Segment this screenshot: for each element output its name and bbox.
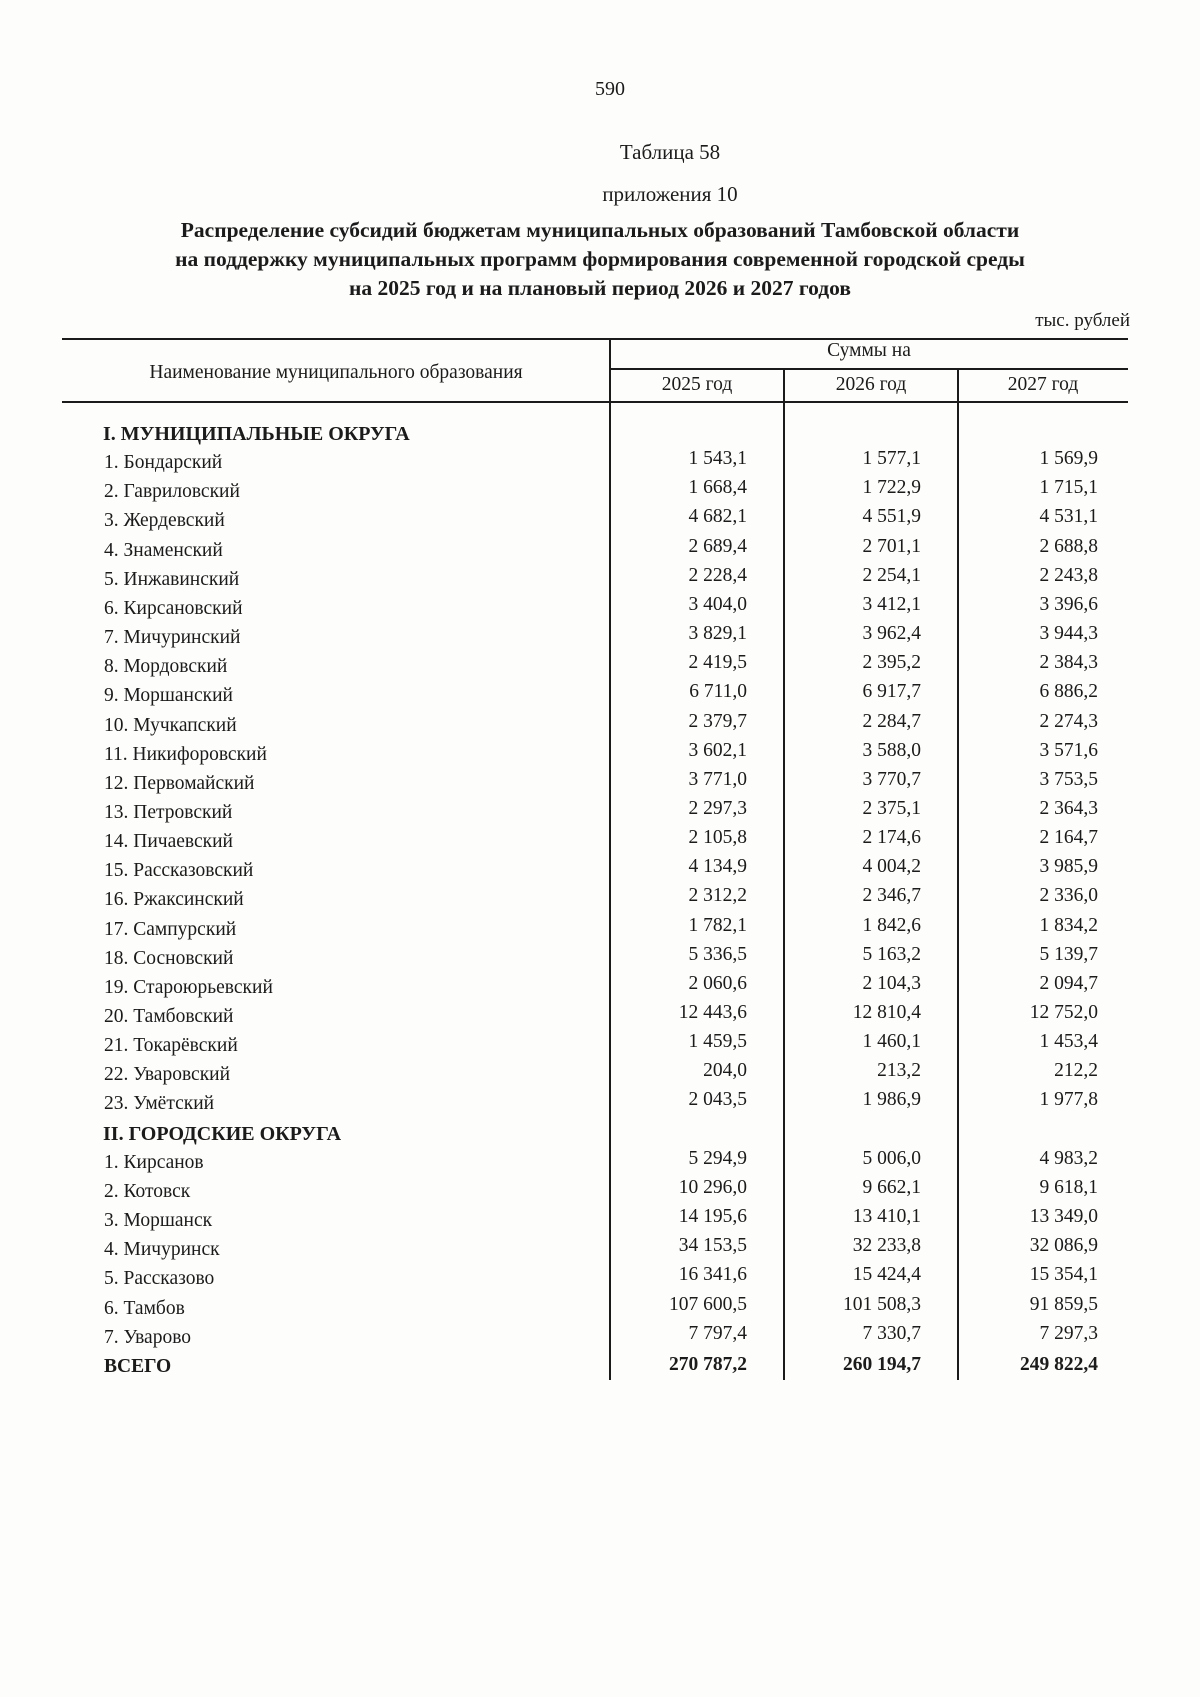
- amount-2025-cell: 1 668,4: [688, 477, 747, 499]
- municipality-name: 3. Жердевский: [104, 510, 225, 532]
- table-row: [0, 827, 1200, 860]
- appendix-reference: приложения 10: [602, 182, 738, 206]
- total-row: [0, 1353, 1200, 1385]
- amount-2026-cell: 2 701,1: [862, 535, 921, 557]
- table-row: [0, 972, 1200, 1006]
- amount-2027-cell: 1 715,1: [1039, 477, 1098, 499]
- amount-2027-cell: 3 944,3: [1039, 623, 1098, 645]
- amount-2026-cell: 4 551,9: [862, 506, 921, 528]
- amount-2026-cell: 2 346,7: [862, 885, 921, 907]
- municipality-name: 22. Уваровский: [104, 1064, 231, 1086]
- table-row: [0, 1322, 1200, 1356]
- amount-2025-cell: 2 043,5: [688, 1089, 747, 1111]
- section-title: I. МУНИЦИПАЛЬНЫЕ ОКРУГА: [103, 423, 410, 445]
- amount-2025-cell: 2 297,3: [688, 797, 747, 819]
- table-row: [0, 593, 1200, 627]
- table-row: [0, 448, 1200, 481]
- amount-2025-cell: 2 060,6: [688, 972, 747, 994]
- table-row: [0, 856, 1200, 889]
- amount-2027-cell: 249 822,4: [1020, 1353, 1098, 1375]
- municipality-name: 2. Гавриловский: [104, 481, 240, 503]
- amount-2025-cell: 4 682,1: [688, 506, 747, 528]
- amount-2025-cell: 7 797,4: [688, 1322, 747, 1344]
- table-row: [0, 1176, 1200, 1210]
- amount-2025-cell: 4 134,9: [688, 856, 747, 878]
- amount-2025-cell: 3 829,1: [688, 623, 747, 645]
- municipality-name: 20. Тамбовский: [104, 1006, 234, 1027]
- amount-2026-cell: 1 460,1: [862, 1031, 921, 1053]
- municipality-name: ВСЕГО: [104, 1355, 172, 1377]
- amount-2025-cell: 1 782,1: [688, 914, 747, 936]
- table-row: [0, 564, 1200, 598]
- amount-2025-cell: 1 543,1: [688, 448, 747, 470]
- amount-2025-cell: 12 443,6: [678, 1002, 747, 1023]
- table-row: [0, 739, 1200, 773]
- municipality-name: 1. Кирсанов: [104, 1151, 204, 1173]
- table-row: [0, 652, 1200, 685]
- municipality-name: 8. Мордовский: [104, 656, 228, 678]
- table-row: [0, 1002, 1200, 1035]
- amount-2026-cell: 4 004,2: [862, 856, 921, 878]
- amount-2027-cell: 2 384,3: [1039, 652, 1098, 674]
- title-line: Распределение субсидий бюджетам муниципальных образований Тамбовской области: [180, 218, 1020, 242]
- amount-2026-cell: 101 508,3: [843, 1293, 921, 1315]
- column-header-2027: 2027 год: [1007, 374, 1079, 395]
- municipality-name: 2. Котовск: [104, 1180, 191, 1202]
- amount-2025-cell: 6 711,0: [689, 681, 747, 703]
- amount-2025-cell: 16 341,6: [678, 1264, 747, 1286]
- table-row: [0, 1264, 1200, 1297]
- table-row: [0, 1235, 1200, 1268]
- section-title: II. ГОРОДСКИЕ ОКРУГА: [103, 1122, 342, 1145]
- municipality-name: 9. Моршанский: [104, 685, 233, 707]
- municipality-name: 18. Сосновский: [104, 947, 234, 969]
- amount-2027-cell: 9 618,1: [1039, 1176, 1098, 1198]
- amount-2027-cell: 15 354,1: [1029, 1264, 1098, 1286]
- amount-2027-cell: 32 086,9: [1029, 1235, 1098, 1257]
- amount-2027-cell: 2 164,7: [1039, 827, 1098, 849]
- municipality-name: 15. Рассказовский: [104, 860, 254, 882]
- municipality-name: 21. Токарёвский: [104, 1035, 238, 1057]
- table-row: [0, 1031, 1200, 1064]
- municipality-name: 7. Уварово: [104, 1326, 192, 1348]
- amount-2026-cell: 13 410,1: [852, 1206, 921, 1228]
- amount-2027-cell: 4 531,1: [1039, 506, 1098, 528]
- table-row: [0, 477, 1200, 510]
- amount-2025-cell: 3 771,0: [688, 768, 747, 790]
- amount-2027-cell: 4 983,2: [1039, 1147, 1098, 1169]
- municipality-name: 5. Инжавинский: [104, 568, 240, 590]
- amount-2026-cell: 9 662,1: [862, 1176, 921, 1198]
- municipality-name: 1. Бондарский: [104, 452, 223, 474]
- amount-2026-cell: 5 006,0: [862, 1147, 921, 1169]
- amount-2027-cell: 1 453,4: [1039, 1031, 1098, 1053]
- amount-2027-cell: 3 985,9: [1039, 856, 1098, 878]
- amount-2026-cell: 2 395,2: [862, 652, 921, 674]
- amount-2026-cell: 2 254,1: [862, 564, 921, 586]
- amount-2026-cell: 7 330,7: [862, 1322, 921, 1344]
- municipality-name: 4. Знаменский: [104, 539, 223, 561]
- amount-2026-cell: 2 174,6: [862, 827, 921, 849]
- table-row: [0, 768, 1200, 802]
- table-row: [0, 914, 1200, 948]
- amount-2027-cell: 2 364,3: [1039, 797, 1098, 819]
- municipality-name: 13. Петровский: [104, 801, 233, 823]
- municipality-name: 6. Тамбов: [104, 1297, 185, 1319]
- column-header-2026: 2026 год: [835, 374, 907, 395]
- table-row: [0, 1089, 1200, 1122]
- title-line: на поддержку муниципальных программ формирования современной городской среды: [175, 247, 1025, 271]
- units-label: тыс. рублей: [1035, 310, 1130, 331]
- column-header-sums: Суммы на: [827, 340, 911, 361]
- amount-2027-cell: 12 752,0: [1029, 1002, 1098, 1023]
- municipality-name: 16. Ржаксинский: [104, 889, 244, 911]
- municipality-name: 19. Староюрьевский: [104, 976, 273, 998]
- amount-2025-cell: 2 228,4: [688, 564, 747, 586]
- municipality-name: 4. Мичуринск: [104, 1239, 220, 1261]
- amount-2025-cell: 2 689,4: [688, 535, 747, 557]
- amount-2025-cell: 5 336,5: [688, 943, 747, 965]
- amount-2025-cell: 2 419,5: [688, 652, 747, 674]
- amount-2025-cell: 34 153,5: [678, 1235, 747, 1257]
- amount-2026-cell: 3 962,4: [862, 623, 921, 645]
- amount-2025-cell: 204,0: [703, 1060, 747, 1082]
- section-header-row: [0, 1123, 1200, 1152]
- column-header-name: Наименование муниципального образования: [149, 362, 523, 383]
- column-header-2025: 2025 год: [661, 374, 733, 395]
- amount-2027-cell: 2 688,8: [1039, 535, 1098, 557]
- amount-2025-cell: 3 404,0: [688, 593, 747, 615]
- table-row: [0, 710, 1200, 744]
- amount-2025-cell: 1 459,5: [688, 1031, 747, 1053]
- amount-2026-cell: 32 233,8: [852, 1235, 921, 1257]
- municipality-name: 17. Сампурский: [104, 918, 237, 940]
- amount-2026-cell: 260 194,7: [843, 1353, 921, 1375]
- amount-2026-cell: 3 770,7: [862, 768, 921, 790]
- table-row: [0, 681, 1200, 714]
- table-row: [0, 1206, 1200, 1239]
- table-row: [0, 506, 1200, 539]
- amount-2026-cell: 1 842,6: [862, 914, 921, 936]
- amount-2027-cell: 1 569,9: [1039, 448, 1098, 470]
- page-number: 590: [595, 78, 625, 100]
- amount-2026-cell: 1 986,9: [862, 1089, 921, 1111]
- amount-2027-cell: 5 139,7: [1039, 943, 1098, 965]
- amount-2027-cell: 1 977,8: [1039, 1089, 1098, 1111]
- municipality-name: 6. Кирсановский: [104, 597, 243, 619]
- title-line: на 2025 год и на плановый период 2026 и 2027 годов: [349, 276, 851, 300]
- amount-2026-cell: 213,2: [877, 1060, 921, 1082]
- amount-2026-cell: 15 424,4: [852, 1264, 921, 1286]
- amount-2026-cell: 1 577,1: [862, 448, 921, 470]
- amount-2027-cell: 3 396,6: [1039, 593, 1098, 615]
- amount-2027-cell: 1 834,2: [1039, 914, 1098, 936]
- municipality-name: 11. Никифоровский: [104, 743, 267, 765]
- amount-2027-cell: 212,2: [1054, 1060, 1098, 1082]
- amount-2027-cell: 2 274,3: [1039, 710, 1098, 732]
- municipality-name: 5. Рассказово: [104, 1268, 215, 1290]
- amount-2026-cell: 1 722,9: [862, 477, 921, 499]
- amount-2025-cell: 5 294,9: [688, 1147, 747, 1169]
- amount-2027-cell: 6 886,2: [1039, 681, 1098, 703]
- table-row: [0, 535, 1200, 569]
- amount-2026-cell: 6 917,7: [862, 681, 921, 703]
- amount-2026-cell: 5 163,2: [862, 943, 921, 965]
- amount-2027-cell: 3 571,6: [1039, 739, 1098, 761]
- amount-2027-cell: 2 094,7: [1039, 972, 1098, 994]
- amount-2025-cell: 2 105,8: [688, 827, 747, 849]
- table-row: [0, 885, 1200, 918]
- amount-2026-cell: 2 375,1: [862, 797, 921, 819]
- section-header-row: [0, 423, 1200, 452]
- year-header-rule: [610, 368, 1128, 370]
- municipality-name: 14. Пичаевский: [104, 831, 233, 853]
- amount-2025-cell: 2 379,7: [688, 710, 747, 732]
- amount-2026-cell: 3 412,1: [862, 593, 921, 615]
- amount-2025-cell: 107 600,5: [669, 1293, 747, 1315]
- amount-2025-cell: 14 195,6: [678, 1206, 747, 1228]
- amount-2027-cell: 3 753,5: [1039, 768, 1098, 790]
- table-number: Таблица 58: [619, 140, 721, 164]
- amount-2025-cell: 270 787,2: [669, 1353, 747, 1375]
- municipality-name: 7. Мичуринский: [104, 627, 241, 649]
- amount-2026-cell: 12 810,4: [852, 1002, 921, 1023]
- amount-2026-cell: 2 104,3: [862, 972, 921, 994]
- amount-2025-cell: 10 296,0: [678, 1176, 747, 1198]
- table-row: [0, 1147, 1200, 1181]
- amount-2027-cell: 2 336,0: [1039, 885, 1098, 907]
- municipality-name: 3. Моршанск: [104, 1210, 213, 1232]
- table-row: [0, 797, 1200, 831]
- municipality-name: 10. Мучкапский: [104, 714, 237, 736]
- amount-2025-cell: 2 312,2: [688, 885, 747, 907]
- table-row: [0, 1293, 1200, 1327]
- municipality-name: 23. Умётский: [104, 1093, 215, 1115]
- amount-2026-cell: 2 284,7: [862, 710, 921, 732]
- header-bottom-rule: [62, 401, 1128, 403]
- amount-2027-cell: 91 859,5: [1029, 1293, 1098, 1315]
- municipality-name: 12. Первомайский: [104, 772, 255, 794]
- table-title: [90, 216, 1110, 303]
- amount-2027-cell: 13 349,0: [1029, 1206, 1098, 1228]
- table-row: [0, 1060, 1200, 1093]
- amount-2027-cell: 2 243,8: [1039, 564, 1098, 586]
- table-row: [0, 943, 1200, 977]
- amount-2025-cell: 3 602,1: [688, 739, 747, 761]
- amount-2026-cell: 3 588,0: [862, 739, 921, 761]
- table-row: [0, 623, 1200, 656]
- amount-2027-cell: 7 297,3: [1039, 1322, 1098, 1344]
